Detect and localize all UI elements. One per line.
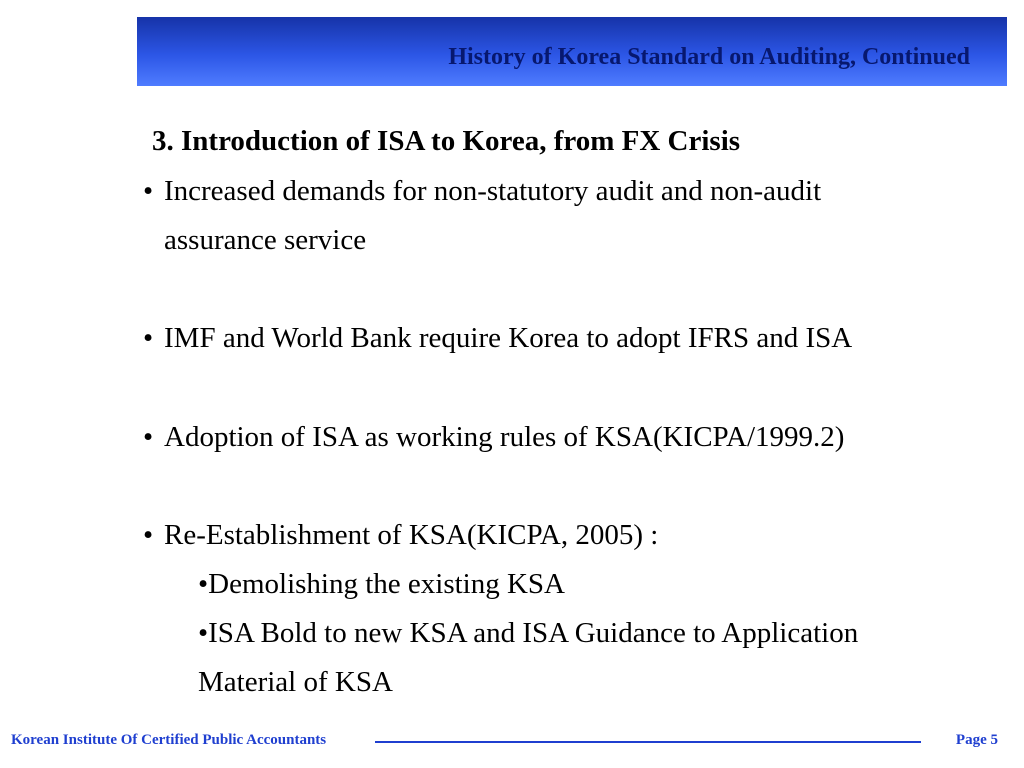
sub-bullet-item (198, 658, 393, 707)
footer-divider (375, 741, 921, 743)
footer-organization: Korean Institute Of Certified Public Accountants (11, 732, 327, 748)
page-number: Page 5 (955, 732, 998, 748)
bullet-text: IMF and World Bank require Korea to adopt IFRS and ISA (164, 322, 853, 354)
bullet-item (143, 167, 821, 265)
slide-title: History of Korea Standard on Auditing, Continued (448, 44, 970, 70)
sub-bullet-item (198, 560, 565, 609)
sub-bullet-text: •ISA Bold to new KSA and ISA Guidance to Application (198, 617, 859, 649)
bullet-text-continued: assurance service (164, 224, 367, 256)
bullet-text: Adoption of ISA as working rules of KSA(KICPA/1999.2) (164, 421, 845, 453)
bullet-text: Re-Establishment of KSA(KICPA, 2005) : (164, 519, 659, 551)
bullet-text: Increased demands for non-statutory audit and non-audit (164, 175, 822, 207)
bullet-marker: • (143, 322, 154, 354)
bullet-marker: • (143, 175, 154, 207)
bullet-marker: • (143, 519, 154, 551)
footer (0, 730, 1024, 754)
sub-bullet-text-continued: Material of KSA (198, 666, 393, 698)
sub-bullet-item (198, 609, 858, 658)
bullet-marker: • (143, 421, 154, 453)
sub-bullet-text: •Demolishing the existing KSA (198, 568, 566, 600)
bullet-item (143, 314, 852, 363)
bullet-item (143, 413, 844, 462)
bullet-item (143, 511, 658, 560)
section-heading: 3. Introduction of ISA to Korea, from FX Crisis (152, 125, 741, 157)
